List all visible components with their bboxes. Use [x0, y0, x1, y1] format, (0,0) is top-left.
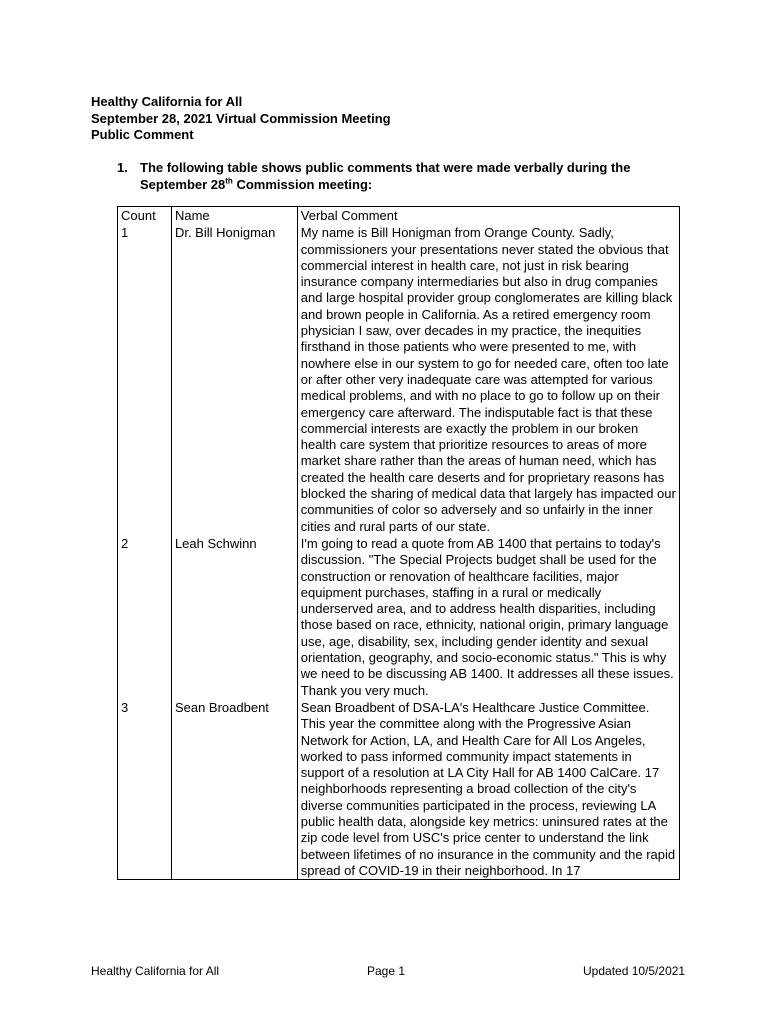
table-row: [118, 224, 680, 535]
footer-page-number: Page 1: [367, 964, 406, 978]
row-comment: Sean Broadbent of DSA-LA's Healthcare Justice Committee. This year the committee along with the Progressive Asian Network for Action, LA, and Health Care for All Los Angeles, worked to pass informed community impact statements in support of a resolution at LA City Hall for AB 1400 CalCare. 17 neighborhoods representing a broad collection of the city's diverse communities participated in the process, reviewing LA public health data, alongside key metrics: uninsured rates at the zip code level from USC's price center to understand the link between lifetimes of no insurance in the community and the rapid spread of COVID-19 in their neighborhood. In 17: [297, 699, 679, 880]
intro-text-before: The following table shows public comments that were made verbally during the September 28: [140, 160, 631, 192]
row-comment: My name is Bill Honigman from Orange County. Sadly, commissioners your presentations never stated the obvious that commercial interest in health care, not just in risk bearing insurance company intermediaries but also in drug companies and large hospital provider group conglomerates are killing black and brown people in California. As a retired emergency room physician I saw, over decades in my practice, the inequities firsthand in those patients who were presented to me, with nowhere else in our system to go for needed care, often too late or after other very inadequate care was attempted for various medical problems, and with no place to go to follow up on their emergency care afterward. The indisputable fact is that these commercial interests are exactly the problem in our broken health care system that prioritize resources to areas of more market share rather than the areas of human need, which has created the health care deserts and for proprietary reasons has blocked the sharing of medical data that largely has impacted our communities of color so adversely and so unfairly in the inner cities and rural parts of our state.: [297, 224, 679, 535]
table-row: [118, 535, 680, 699]
public-comments-table: [117, 206, 680, 880]
footer-org: Healthy California for All: [91, 964, 220, 978]
section-title: Public Comment: [91, 127, 194, 142]
header-count: Count: [118, 207, 172, 225]
intro-text: [140, 160, 700, 193]
row-name: Sean Broadbent: [171, 699, 297, 880]
document-header: [91, 94, 391, 144]
header-comment: Verbal Comment: [297, 207, 679, 225]
footer-updated-date: Updated 10/5/2021: [583, 964, 686, 978]
intro-superscript: th: [225, 176, 233, 186]
row-count: 2: [118, 535, 172, 699]
row-comment: I'm going to read a quote from AB 1400 that pertains to today's discussion. "The Special Projects budget shall be used for the construction or renovation of healthcare facilities, major equipment purchases, staffing in a rural or medically underserved area, and to address health disparities, including those based on race, ethnicity, national origin, primary language use, age, disability, sex, including gender identity and sexual orientation, geography, and socio-economic status." This is why we need to be discussing AB 1400. It addresses all these issues. Thank you very much.: [297, 535, 679, 699]
header-name: Name: [171, 207, 297, 225]
table-header-row: [118, 207, 680, 225]
intro-text-after: Commission meeting:: [232, 176, 373, 192]
list-number: 1.: [117, 160, 128, 175]
meeting-title: September 28, 2021 Virtual Commission Meeting: [91, 110, 391, 126]
row-name: Leah Schwinn: [171, 535, 297, 699]
org-title: Healthy California for All: [91, 94, 243, 109]
row-count: 1: [118, 224, 172, 535]
row-count: 3: [118, 699, 172, 880]
row-name: Dr. Bill Honigman: [171, 224, 297, 535]
table-row: [118, 699, 680, 880]
